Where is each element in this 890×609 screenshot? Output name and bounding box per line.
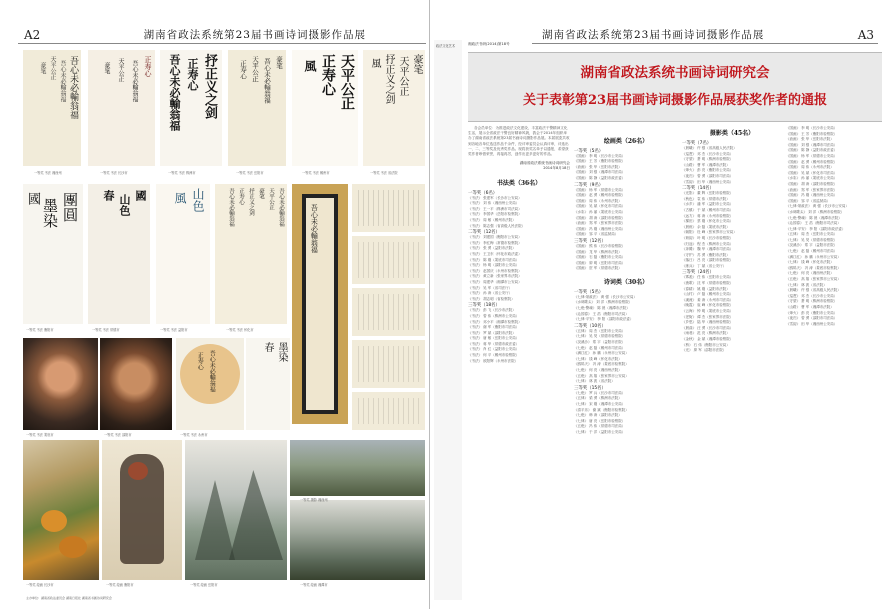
calligraphy-text: 天平公正 — [251, 56, 259, 82]
award-entry: 《国画》 冯 刚（湘西州公安局） — [786, 193, 838, 198]
award-entry: 《国画》 陈 静（益阳市政法委） — [574, 175, 626, 180]
calligraphy-text: 吾心未必輸翁福 — [310, 204, 319, 253]
calligraphy-artwork — [88, 184, 150, 324]
award-entry: 《溪流》 姜 涛（永州市司法局） — [682, 297, 734, 302]
award-entry: 《浣溪沙》 郑 宇（益阳市法院） — [786, 243, 838, 248]
calligraphy-text: 豪笔 — [258, 188, 264, 199]
calligraphy-text: 國 — [134, 190, 147, 201]
issue-number: 湘政法书研(2014)第18号 — [468, 42, 510, 46]
award-entry: 《书法》 陈志强（省高级人民法院） — [468, 223, 526, 228]
award-entry: 《书法》 谢 军（衡阳市司法局） — [468, 325, 520, 330]
calligraphy-text: 豪笔 — [103, 62, 110, 74]
calligraphy-text: 吾心未必輸翁福 — [263, 58, 271, 104]
award-entry: 《满江红》 孙 鹏（永州市公安局） — [786, 254, 841, 259]
artwork-caption: 一等奖 书法 益阳市 — [160, 328, 188, 332]
calligraphy-fan — [176, 338, 244, 430]
award-entry: 《晚霞》 崔 峰（怀化市检察院） — [682, 303, 734, 308]
artwork-caption: 一等奖 书法 常德市 — [92, 328, 120, 332]
award-entry: 《巡逻》 邓 杰（长沙市公安局） — [682, 151, 734, 156]
artwork-caption: 一等奖 书法 郴州市 — [302, 171, 330, 175]
calligraphy-text: 抒正义之剑 — [202, 54, 217, 119]
calligraphy-scroll — [292, 184, 348, 424]
award-entry: 《国画》 邹 平（省监狱局） — [574, 232, 619, 237]
left-page — [0, 0, 430, 609]
painting-pumpkins — [23, 440, 99, 580]
award-entry: 《晨练》 余 磊（娄底市法院） — [682, 224, 730, 229]
award-entry: 《国画》 王 芳（衡阳市检察院） — [786, 131, 838, 136]
artwork-caption: 一等奖 书法 岳阳市 — [236, 171, 264, 175]
award-entry: 《水彩》 孙 丽（娄底市公安局） — [574, 209, 626, 214]
award-group: 二等奖（14名） — [682, 186, 714, 192]
notice-column-1 — [468, 126, 570, 364]
award-entry: 《国画》 杨 军（常德市公安局） — [786, 153, 838, 158]
artwork-caption: 一等奖 书法 株洲市 — [168, 171, 196, 175]
award-entry: 《书法》 杨 明（邵阳市公安局） — [468, 263, 520, 268]
calligraphy-artwork — [292, 50, 358, 166]
award-group: 二等奖（12名） — [468, 230, 500, 236]
award-entry: 《水调歌头》 刘 洋（株洲市检察院） — [574, 300, 633, 305]
calligraphy-text: 吾心未必輸翁福 — [131, 60, 138, 102]
issuer-title: 湖南省政法系统书画诗词研究会 — [580, 65, 770, 81]
award-entry: 《七律·颂政法》 黄 强（长沙市公安局） — [786, 204, 849, 209]
calligraphy-text: 吾心未必輸翁福 — [168, 54, 181, 131]
calligraphy-text: 抒正义之剑 — [383, 54, 394, 104]
artwork-caption: 一等奖 绘画 岳阳市 — [190, 583, 218, 587]
award-entry: 《书法》 李红梅（常德市检察院） — [468, 240, 522, 245]
award-group: 一等奖（7名） — [682, 141, 712, 146]
calligraphy-text: 山色 — [118, 194, 131, 216]
signing-org: 湖南省政法系统书画诗词研究会 — [519, 161, 570, 166]
calligraphy-text: 春 — [262, 342, 273, 352]
award-entry: 《书法》 肖 红（益阳市公安局） — [468, 347, 520, 352]
award-entry: 《书法》 陈 刚（娄底市司法局） — [468, 257, 520, 262]
award-entry: 《国画》 胡 涛（邵阳市检察院） — [574, 215, 626, 220]
award-entry: 《七绝·警魂》 陈 晨（湘潭市法院） — [574, 306, 630, 311]
section-title-calligraphy: 书法类（36名） — [496, 179, 542, 187]
award-entry: 《五绝》 高 翔（张家界市公安局） — [574, 373, 629, 378]
award-entry: 《书法》 唐 敏（岳阳市公安局） — [468, 336, 520, 341]
award-entry: 《七绝》 韩 涛（邵阳市法院） — [574, 413, 622, 418]
artwork-caption: 一等奖 书法 长沙市 — [100, 171, 128, 175]
award-entry: 《油画》 郑 军（张家界市法院） — [786, 187, 838, 192]
artwork-caption: 一等奖 书法 邵阳市 — [104, 433, 132, 437]
award-entry: 《七律》 林 波（省法院） — [574, 379, 615, 384]
award-group: 一等奖（5名） — [574, 289, 604, 295]
award-entry: 《五律》 周 杰（岳阳市公安局） — [786, 232, 838, 237]
award-entry: 《国画》 贺 军（常德市法院） — [574, 266, 622, 271]
award-entry: 《书法》 曾 伟（株洲市公安局） — [468, 313, 520, 318]
award-entry: 《国画》 胡 涛（邵阳市检察院） — [786, 181, 838, 186]
calligraphy-artwork — [156, 184, 210, 324]
artwork-caption: 一等奖 绘画 长沙市 — [26, 583, 54, 587]
award-entry: 《沁园春》 王 浩（衡阳市司法局） — [574, 311, 629, 316]
award-entry: 《秋色》 袁 伟（常德市法院） — [682, 196, 730, 201]
headline-box — [468, 52, 882, 122]
award-group: 三等奖（18名） — [468, 303, 500, 309]
calligraphy-artwork — [352, 392, 425, 430]
award-entry: 《归途》 程 杰（株洲市公安局） — [682, 241, 734, 246]
calligraphy-text: 天平公正 — [397, 56, 408, 96]
artwork-caption: 一等奖 绘画 衡阳市 — [106, 583, 134, 587]
award-entry: 《老街》 谭 杰（张家界市法院） — [682, 314, 734, 319]
award-entry: 《山村》 卢 磊（郴州市公安局） — [682, 292, 734, 297]
award-entry: 《书法》 彭 飞（长沙市法院） — [468, 308, 516, 313]
calligraphy-text: 天平公正 — [49, 56, 56, 80]
award-entry: 《国画》 杨 军（常德市公安局） — [574, 187, 626, 192]
award-entry: 《书法》 王一平（株洲市司法局） — [468, 206, 522, 211]
award-entry: 《古镇》 于 斌（郴州市司法局） — [682, 207, 734, 212]
calligraphy-text: 山色 — [191, 188, 205, 212]
calligraphy-artwork — [23, 184, 83, 324]
award-entry: 《晨曲》 汪 勇（长沙市司法局） — [682, 325, 734, 330]
notice-intro: 各会员单位：为推进政法文化建设，丰富政法干警精神文化生活，展示全省政法干警良好精神风貌，我会于2014年组织举办了湖南省政法系统第23届书画诗词摄影作品展。本届展览共收到各地各单位选送作品千余件，经评审委员会认真评审，评选出一、二、三等奖及优秀奖作品。现将获奖名单予以通报，希望获奖作者珍惜荣誉，再接再厉，创作出更多更好的作品。 — [468, 126, 570, 157]
notice-column-3 — [682, 126, 782, 354]
award-entry: 《奔腾》 魏 华（湘潭市司法局） — [682, 247, 734, 252]
award-entry: 《国画》 刘 强（湘潭市司法局） — [786, 142, 838, 147]
right-page — [432, 0, 890, 609]
calligraphy-text: 正寿心 — [238, 188, 244, 205]
calligraphy-artwork — [352, 288, 425, 336]
award-entry: 《书法》 刘 伟（湘西州公安局） — [468, 201, 520, 206]
award-group: 三等奖（15名） — [574, 385, 606, 391]
calligraphy-artwork — [23, 50, 81, 166]
calligraphy-text: 天平公正 — [268, 188, 274, 210]
award-entry: 《荷韵》 叶 明（长沙市检察院） — [682, 235, 734, 240]
award-entry: 《守护》 苏 勇（衡阳市法院） — [682, 252, 730, 257]
award-entry: 《五绝》 冯 伟（常德市司法局） — [574, 424, 626, 429]
section-title-poetry: 诗词类（30名） — [603, 278, 649, 286]
page-number: A3 — [857, 27, 874, 42]
calligraphy-artwork — [352, 340, 425, 388]
calligraphy-text: 正寿心 — [320, 54, 336, 96]
award-entry: 《五律》 周 杰（岳阳市公安局） — [574, 328, 626, 333]
award-entry: 《练兵》 丁 斌（省公安厅） — [682, 263, 727, 268]
award-entry: 《国画》 李 明（长沙市公安局） — [574, 153, 626, 158]
award-entry: 《书法》 赵国庆（永州市检察院） — [468, 268, 522, 273]
award-group: 一等奖（5名） — [574, 148, 604, 154]
award-entry: 《书法》 张 勇（益阳市法院） — [468, 246, 516, 251]
calligraphy-text: 正寿心 — [144, 56, 152, 77]
award-entry: 《鹧鸪天》 冯 涛（娄底市检察院） — [786, 265, 841, 270]
award-entry: 《雪韵》 田 华（湘西州公安局） — [786, 321, 838, 326]
award-entry: 《七绝》 何 亮（湘西州法院） — [574, 368, 622, 372]
artwork-caption: 一等奖 绘画 湘潭市 — [300, 583, 328, 587]
calligraphy-artwork — [246, 338, 290, 430]
calligraphy-text: 天平公正 — [117, 58, 124, 82]
award-group: 三等奖（12名） — [574, 238, 606, 244]
award-entry: 《清平乐》 谢 斌（衡阳市检察院） — [574, 407, 629, 412]
award-entry: 《国画》 赵 勇（郴州市检察院） — [786, 159, 838, 164]
award-entry: 《水彩》 孙 丽（娄底市公安局） — [786, 176, 838, 181]
award-entry: 《晨曦》 许 强（省高级人民法院） — [786, 288, 841, 293]
artwork-caption: 一等奖 书法 永州市 — [180, 433, 208, 437]
notice-column-4 — [786, 126, 882, 327]
headline-title: 关于表彰第23届书画诗词摄影作品展获奖作者的通报 — [522, 93, 828, 108]
award-entry: 《国画》 龙 华（株洲市法院） — [574, 249, 622, 254]
calligraphy-artwork — [228, 50, 286, 166]
calligraphy-text: 吾心未必輸翁福 — [228, 188, 234, 227]
calligraphy-text: 正寿心 — [239, 60, 247, 80]
award-entry: 《七律·平安》 李 阳（邵阳市政法委） — [786, 226, 846, 231]
calligraphy-text: 吾心未必輸翁福 — [59, 60, 66, 102]
award-entry: 《书法》 王卫东（怀化市政法委） — [468, 251, 522, 256]
calligraphy-text: 正寿心 — [186, 58, 199, 91]
award-entry: 《国画》 陈 静（益阳市政法委） — [786, 148, 838, 153]
award-entry: 《油画》 张 华（岳阳市法院） — [574, 164, 622, 169]
award-entry: 《光》 廖 军（邵阳市法院） — [682, 348, 727, 353]
calligraphy-text: 風 — [173, 192, 187, 204]
artwork-caption: 一等奖 书法 湘西州 — [34, 171, 62, 175]
award-entry: 《山路》 曹 军（湘潭市法院） — [786, 305, 834, 309]
calligraphy-artwork — [352, 236, 425, 284]
running-title: 湖南省政法系统第23届书画诗词摄影作品展 — [143, 29, 366, 41]
award-entry: 《七律》 吴 昊（常德市检察院） — [786, 237, 838, 242]
calligraphy-artwork — [363, 50, 425, 166]
award-entry: 《书法》 张建军（长沙市公安局） — [468, 195, 522, 200]
award-entry: 《七绝》 赵 磊（郴州市司法局） — [574, 345, 626, 350]
right-page-header — [532, 26, 878, 44]
award-entry: 《晨曦》 许 强（省高级人民法院） — [682, 146, 737, 150]
award-entry: 《七律》 钱 峰（怀化市法院） — [786, 260, 834, 265]
section-title-painting: 绘画类（26名） — [603, 137, 649, 145]
award-entry: 《七绝》 赵 磊（郴州市司法局） — [786, 249, 838, 254]
award-entry: 《国画》 石 磊（衡阳市公安局） — [574, 255, 626, 260]
calligraphy-text: 豪笔 — [411, 54, 422, 74]
award-entry: 《国画》 熊 伟（长沙市检察院） — [574, 243, 626, 248]
artwork-caption: 一等奖 书法 衡阳市 — [26, 328, 54, 332]
award-entry: 《夜归》 曾 勇（邵阳市司法局） — [786, 316, 838, 321]
award-entry: 《沁园春》 王 浩（衡阳市司法局） — [786, 221, 841, 226]
page-footer: 主办单位：湖南省政法委员会 湖南日报社 湖南省书画诗词研究会 — [26, 596, 112, 600]
award-entry: 《国画》 周 伟（永州市法院） — [786, 165, 834, 170]
award-entry: 《浣溪沙》 郑 宇（益阳市法院） — [574, 340, 626, 345]
award-entry: 《雪韵》 田 华（湘西州公安局） — [682, 179, 734, 184]
award-entry: 《五绝》 高 翔（张家界市公安局） — [786, 277, 841, 282]
award-entry: 《书法》 刘建国（衡阳市公安局） — [468, 235, 522, 240]
notice-column-2 — [574, 126, 678, 436]
calligraphy-artwork — [88, 50, 155, 166]
award-entry: 《巡逻》 邓 杰（长沙市公安局） — [786, 293, 838, 298]
calligraphy-text: 吾心未必輸翁福 — [208, 350, 216, 392]
calligraphy-text: 風 — [369, 58, 380, 68]
award-entry: 《水调歌头》 刘 洋（株洲市检察院） — [786, 209, 845, 214]
award-entry: 《乡愁》 陆 华（湘西州检察院） — [682, 320, 734, 325]
oil-painting-portrait — [23, 338, 98, 430]
artwork-caption: 一等奖 书法 怀化市 — [226, 328, 254, 332]
calligraphy-text: 豪笔 — [39, 62, 46, 74]
award-entry: 《书法》 罗 斌（邵阳市法院） — [468, 330, 516, 335]
award-entry: 《春耕》 姚 刚（益阳市法院） — [682, 286, 730, 291]
award-entry: 《油画》 郑 军（张家界市法院） — [574, 221, 626, 226]
award-entry: 《鹧鸪天》 冯 涛（娄底市检察院） — [574, 362, 629, 367]
calligraphy-text: 墨染 — [276, 342, 287, 362]
award-entry: 《七律》 林 波（省法院） — [786, 282, 827, 287]
award-entry: 《书法》 胡志明（省检察院） — [468, 296, 515, 301]
award-entry: 《书法》 何 平（郴州市检察院） — [468, 353, 520, 358]
award-entry: 《金秋》 金 斌（湘潭市检察院） — [682, 337, 734, 341]
painting-mountains — [290, 500, 425, 580]
award-entry: 《国画》 冯 刚（湘西州公安局） — [574, 226, 626, 231]
award-entry: 《雾凇》 任 伟（岳阳市公安局） — [682, 275, 734, 280]
award-entry: 《国画》 邹 平（省监狱局） — [786, 198, 831, 203]
award-entry: 《国画》 刘 强（湘潭市司法局） — [574, 170, 626, 175]
running-title: 湖南省政法系统第23届书画诗词摄影作品展 — [542, 29, 765, 41]
calligraphy-artwork — [160, 50, 222, 166]
award-entry: 《七绝》 罗 兵（长沙市司法局） — [574, 390, 626, 395]
award-entry: 《国画》 廖 明（岳阳市司法局） — [574, 260, 626, 265]
award-entry: 《七律》 唐 亮（岳阳市检察院） — [574, 418, 626, 423]
photo-landscape — [290, 440, 425, 496]
calligraphy-text: 國 — [25, 192, 40, 205]
award-entry: 《书法》 邓小平（湘潭市检察院） — [468, 319, 522, 324]
calligraphy-text: 吾心未必輸翁福 — [68, 56, 78, 119]
award-group: 二等奖（10名） — [574, 323, 606, 329]
award-entry: 《守望》 萧 明（株洲市检察院） — [786, 299, 838, 304]
gutter-strip — [434, 40, 462, 600]
award-entry: 《桥》 石 伟（衡阳市公安局） — [682, 342, 730, 347]
calligraphy-text: 風 — [303, 60, 317, 72]
award-entry: 《七律》 宋 刚（湘潭市公安局） — [574, 401, 626, 406]
award-entry: 《国画》 周 伟（永州市法院） — [574, 198, 622, 203]
calligraphy-text: 春 — [102, 190, 115, 201]
award-entry: 《书法》 周建华（湘潭市公安局） — [468, 279, 522, 284]
award-entry: 《书法》 李国华（岳阳市检察院） — [468, 212, 522, 217]
calligraphy-text: 團圓 — [61, 192, 79, 222]
award-entry: 《云海》 钟 明（娄底市公安局） — [682, 309, 734, 314]
award-entry: 《七绝》 何 亮（湘西州法院） — [786, 271, 834, 276]
award-entry: 《满江红》 孙 鹏（永州市公安局） — [574, 351, 629, 356]
calligraphy-text: 天平公正 — [339, 54, 355, 110]
oil-painting-portrait — [100, 338, 172, 430]
award-entry: 《七律》 钱 峰（怀化市法院） — [574, 356, 622, 361]
award-entry: 《远方》 蒋 涛（永州市检察院） — [682, 213, 734, 218]
award-entry: 《烽火》 彭 亮（衡阳市公安局） — [786, 310, 838, 315]
award-group: 三等奖（24名） — [682, 270, 714, 276]
award-entry: 《油画》 张 华（岳阳市法院） — [786, 137, 834, 142]
award-entry: 《国画》 赵 勇（郴州市检察院） — [574, 193, 626, 198]
award-entry: 《落日》 吕 亮（邵阳市检察院） — [682, 258, 734, 263]
award-entry: 《国画》 李 明（长沙市公安局） — [786, 126, 838, 130]
gutter-label: 政法文化艺术 — [436, 44, 456, 48]
award-entry: 《朝阳》 杜 峰（张家界市公安局） — [682, 230, 737, 235]
calligraphy-text: 豪笔 — [275, 56, 283, 69]
section-title-photography: 摄影类（45名） — [709, 130, 755, 137]
calligraphy-text: 抒正义之剑 — [248, 188, 254, 216]
award-entry: 《七绝·警魂》 陈 晨（湘潭市法院） — [786, 215, 842, 220]
signing-date: 2014年8月18日 — [543, 166, 570, 171]
artwork-caption: 一等奖 书法 省法院 — [370, 171, 398, 175]
award-entry: 《光影》 董 辉（岳阳市检察院） — [682, 191, 734, 196]
artwork-caption: 一等奖 摄影 湘西州 — [300, 498, 328, 502]
award-entry: 《夜归》 曾 勇（邵阳市司法局） — [682, 173, 734, 178]
award-entry: 《五律》 梁 勇（株洲市法院） — [574, 396, 622, 401]
award-entry: 《七律·颂政法》 黄 强（长沙市公安局） — [574, 294, 637, 299]
award-entry: 《水乡》 潘 军（益阳市公安局） — [682, 202, 734, 207]
award-entry: 《烽火》 彭 亮（衡阳市公安局） — [682, 168, 734, 173]
award-entry: 《梯田》 蔡 刚（怀化市公安局） — [682, 219, 734, 224]
award-group: 一等奖（6名） — [468, 190, 498, 196]
award-entry: 《书法》 周 敏（郴州市法院） — [468, 218, 516, 222]
award-entry: 《书法》 黄立新（张家界市法院） — [468, 274, 522, 279]
calligraphy-text: 正寿心 — [196, 352, 204, 370]
award-entry: 《书法》 孙 涛（省公安厅） — [468, 291, 513, 296]
award-entry: 《国画》 吴 斌（怀化市司法局） — [574, 204, 626, 209]
award-entry: 《山路》 曹 军（湘潭市法院） — [682, 162, 730, 167]
artwork-caption: 一等奖 书法 娄底市 — [26, 433, 54, 437]
award-entry: 《雨巷》 范 亮（株洲市法院） — [682, 331, 730, 336]
award-entry: 《国画》 王 芳（衡阳市检察院） — [574, 159, 626, 164]
award-entry: 《渔歌》 沈 军（常德市检察院） — [682, 281, 734, 286]
calligraphy-artwork — [215, 184, 287, 324]
award-entry: 《七律》 吴 昊（常德市检察院） — [574, 334, 626, 339]
painting-landscape — [185, 440, 287, 580]
painting-zhongkui — [102, 440, 182, 580]
award-entry: 《书法》 蒋 华（常德市政法委） — [468, 341, 520, 346]
award-entry: 《七律》 于 洋（益阳市公安局） — [574, 429, 626, 434]
award-entry: 《守望》 萧 明（株洲市检察院） — [682, 157, 734, 162]
calligraphy-text: 吾心未必輸翁福 — [278, 188, 284, 227]
award-entry: 《国画》 吴 斌（怀化市司法局） — [786, 170, 838, 175]
calligraphy-artwork — [352, 184, 425, 232]
award-entry: 《书法》 吴 军（省司法厅） — [468, 285, 513, 290]
left-page-header — [18, 26, 426, 44]
page-number: A2 — [24, 27, 41, 42]
award-entry: 《书法》 欧阳辉（永州市法院） — [468, 358, 519, 363]
award-entry: 《七律·平安》 李 阳（邵阳市政法委） — [574, 317, 634, 322]
award-group: 二等奖（9名） — [574, 182, 604, 188]
calligraphy-text: 墨染 — [41, 198, 59, 228]
